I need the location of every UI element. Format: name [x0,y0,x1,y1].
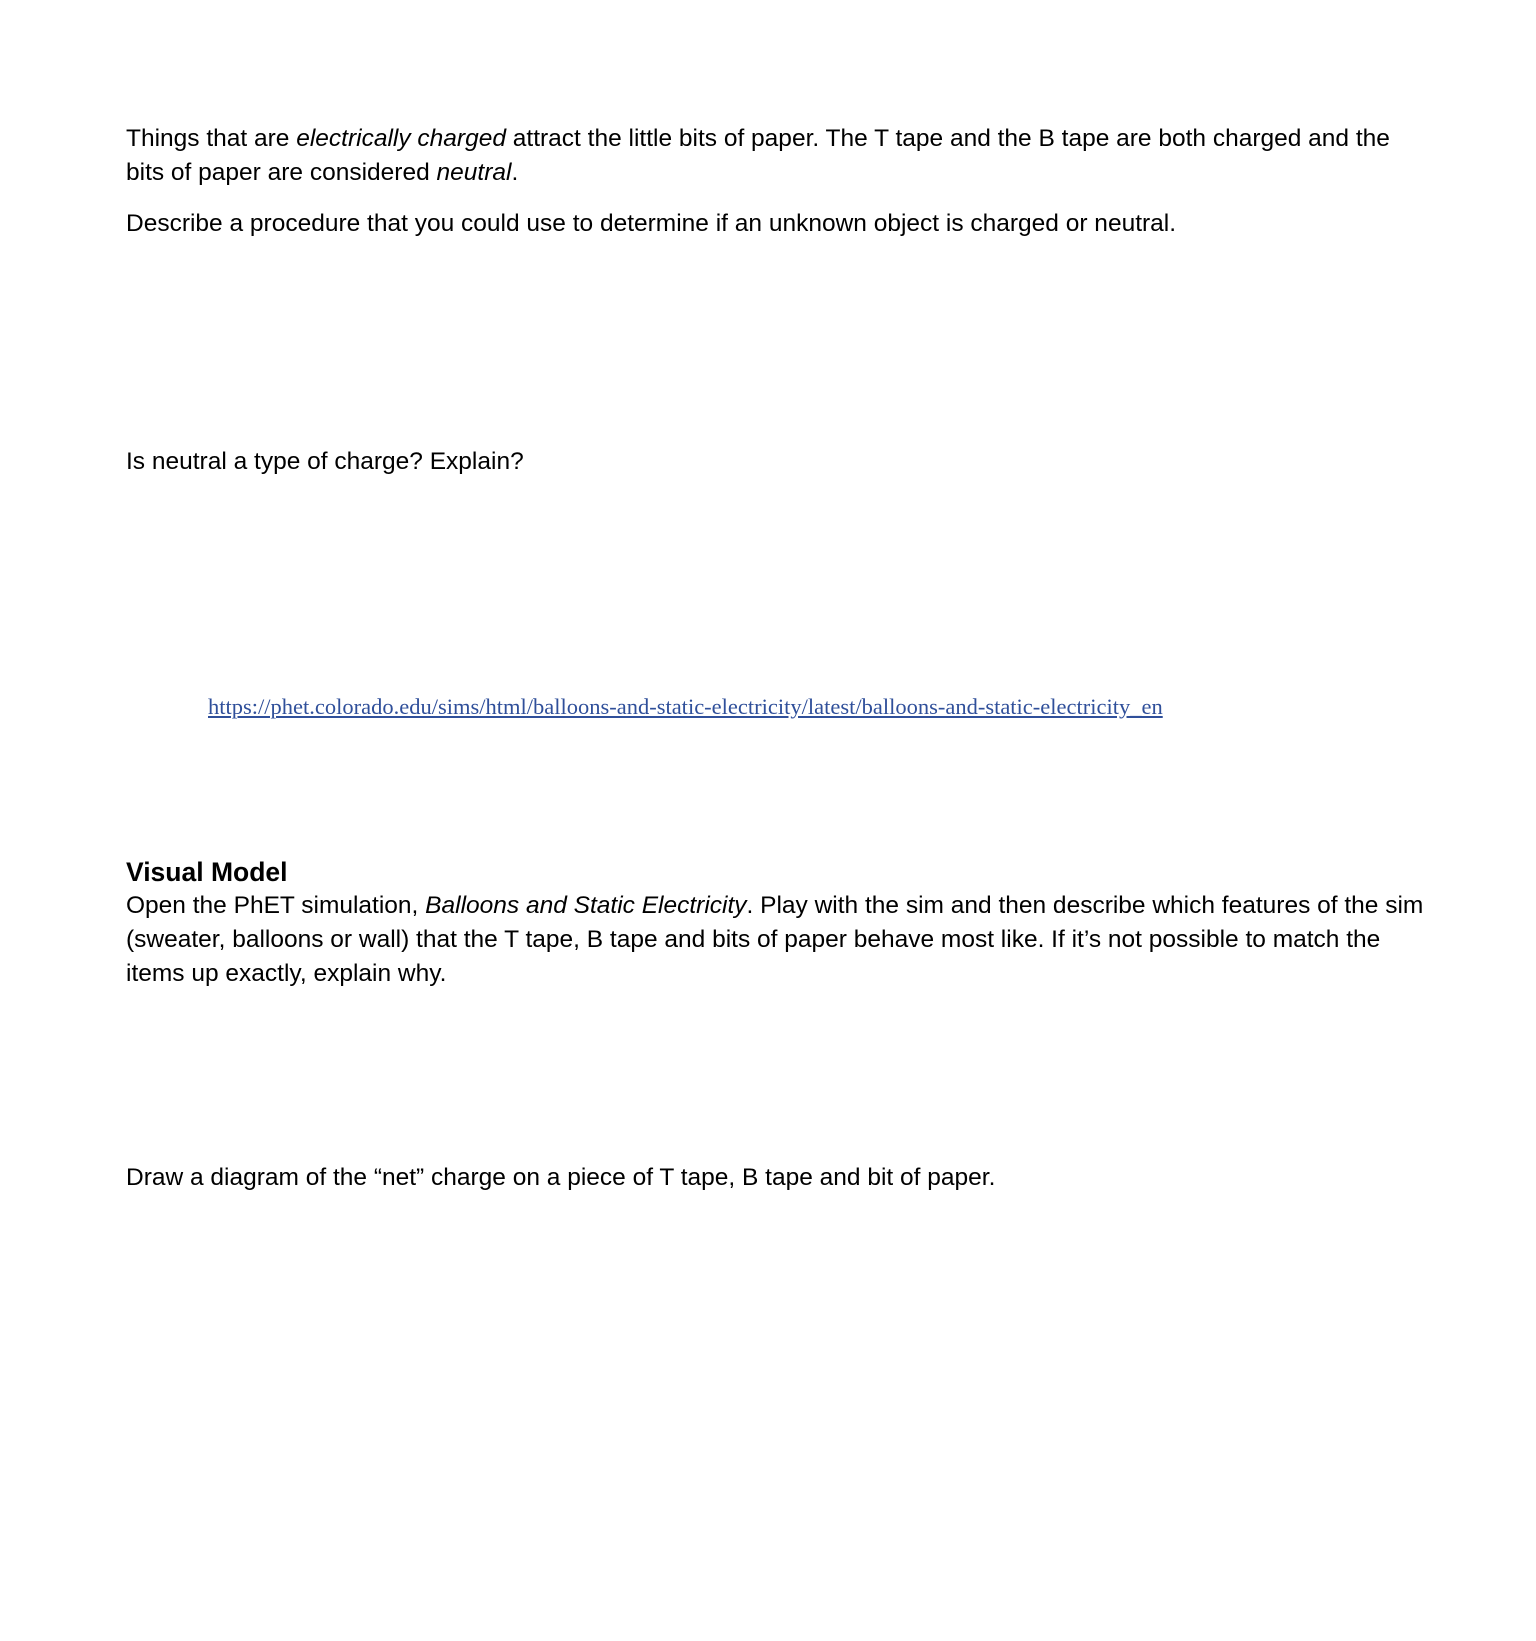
visual-model-italic-sim-name: Balloons and Static Electricity [425,892,747,919]
visual-model-text-1: Open the PhET simulation, [126,892,426,919]
phet-simulation-link[interactable]: https://phet.colorado.edu/sims/html/balloons-and-static-electricity/latest/balloons-and-static-electricity_en [208,694,1163,719]
intro-italic-neutral: neutral [436,159,512,186]
procedure-question: Describe a procedure that you could use to determine if an unknown object is charged or neutral. [126,210,1177,237]
intro-text-3: . [511,159,519,186]
visual-model-heading: Visual Model [126,857,288,887]
intro-text-2: attract the little bits of paper. The T tape and the B tape are both charged and the bits of paper are considered [126,125,1390,186]
visual-model-text-2: . Play with the sim and then describe which features of the sim (sweater, balloons or wall) that the T tape, B tape and bits of paper behave most like. If it’s not possible to match the items up exactly, explain why. [126,892,1424,987]
neutral-question: Is neutral a type of charge? Explain? [126,448,524,475]
intro-text-1: Things that are [126,125,297,152]
intro-paragraph [126,122,1426,190]
visual-model-paragraph [126,889,1426,991]
diagram-question: Draw a diagram of the “net” charge on a piece of T tape, B tape and bit of paper. [126,1164,996,1191]
intro-italic-electrically-charged: electrically charged [296,125,506,152]
